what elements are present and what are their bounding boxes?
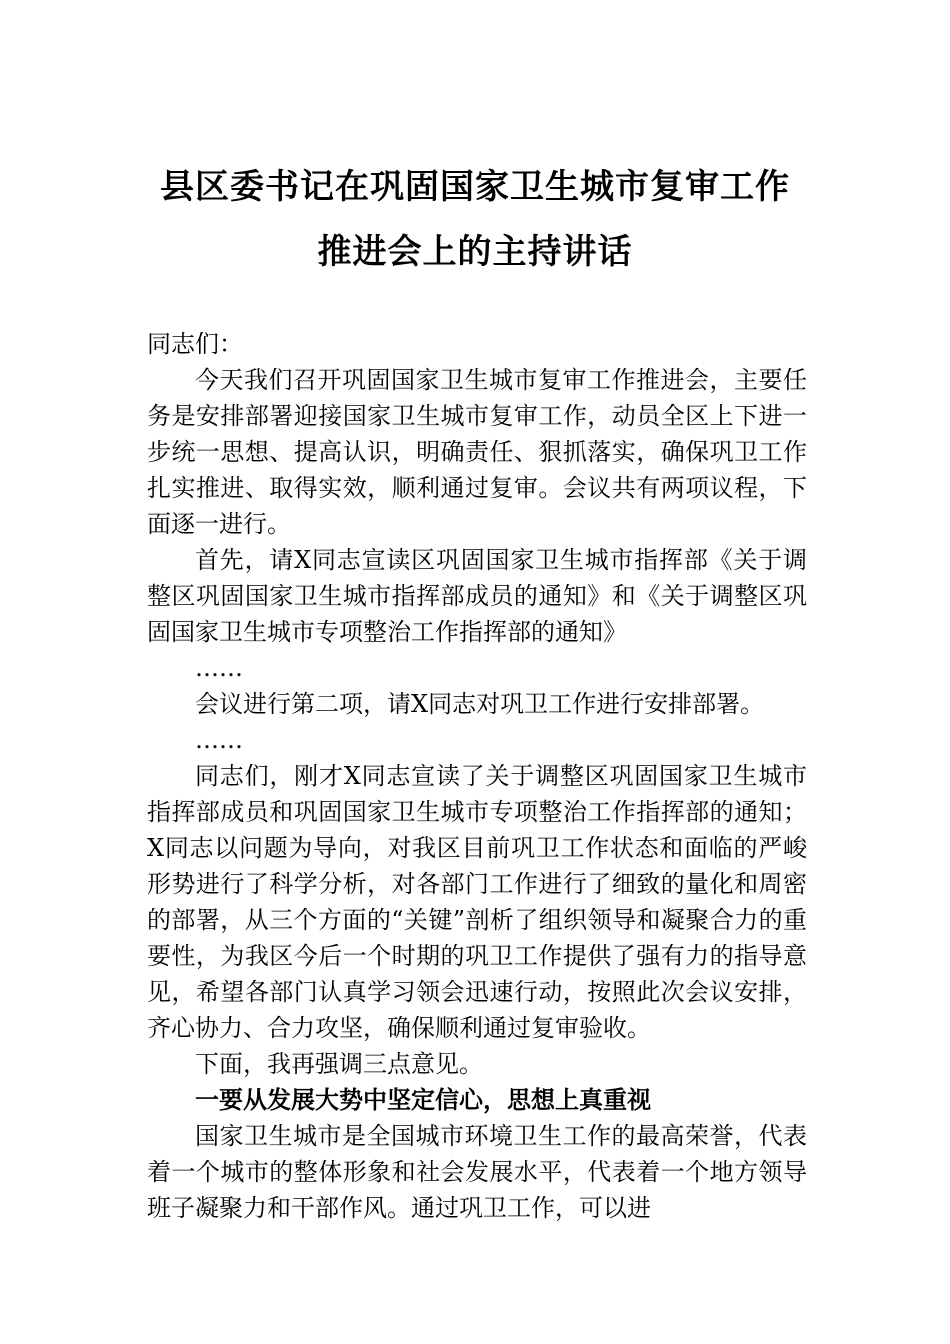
document-title-line-2: 推进会上的主持讲话 — [317, 232, 633, 272]
document-title-line-1: 县区委书记在巩固国家卫生城市复审工作 — [160, 167, 790, 207]
document-body — [147, 326, 807, 1226]
paragraph-summary: 同志们，刚才X同志宣读了关于调整区巩固国家卫生城市指挥部成员和巩固国家卫生城市专项整治工作指挥部的通知；X同志以问题为导向，对我区目前巩卫工作状态和面临的严峻形势进行了科学分析，对各部门工作进行了细致的量化和周密的部署，从三个方面的“关键”剖析了组织领导和凝聚合力的重要性，为我区今后一个时期的巩卫工作提供了强有力的指导意见，希望各部门认真学习领会迅速行动，按照此次会议安排，齐心协力、合力攻坚，确保顺利通过复审验收。 — [147, 762, 807, 1042]
paragraph-opening: 今天我们召开巩固国家卫生城市复审工作推进会，主要任务是安排部署迎接国家卫生城市复审工作，动员全区上下进一步统一思想、提高认识，明确责任、狠抓落实，确保巩卫工作扎实推进、取得实效，顺利通过复审。会议共有两项议程，下面逐一进行。 — [147, 366, 807, 538]
ellipsis-1: …… — [195, 654, 243, 682]
ellipsis-2: …… — [195, 726, 243, 754]
paragraph-three-points: 下面，我再强调三点意见。 — [195, 1050, 483, 1078]
paragraph-first-agenda: 首先，请X同志宣读区巩固国家卫生城市指挥部《关于调整区巩固国家卫生城市指挥部成员的通知》和《关于调整区巩固国家卫生城市专项整治工作指挥部的通知》 — [147, 546, 807, 646]
paragraph-section-1: 国家卫生城市是全国城市环境卫生工作的最高荣誉，代表着一个城市的整体形象和社会发展水平，代表着一个地方领导班子凝聚力和干部作风。通过巩卫工作，可以进 — [147, 1122, 807, 1222]
salutation: 同志们： — [147, 330, 243, 358]
section-heading-1: 一要从发展大势中坚定信心，思想上真重视 — [195, 1085, 651, 1114]
paragraph-second-agenda: 会议进行第二项，请X同志对巩卫工作进行安排部署。 — [195, 690, 765, 718]
